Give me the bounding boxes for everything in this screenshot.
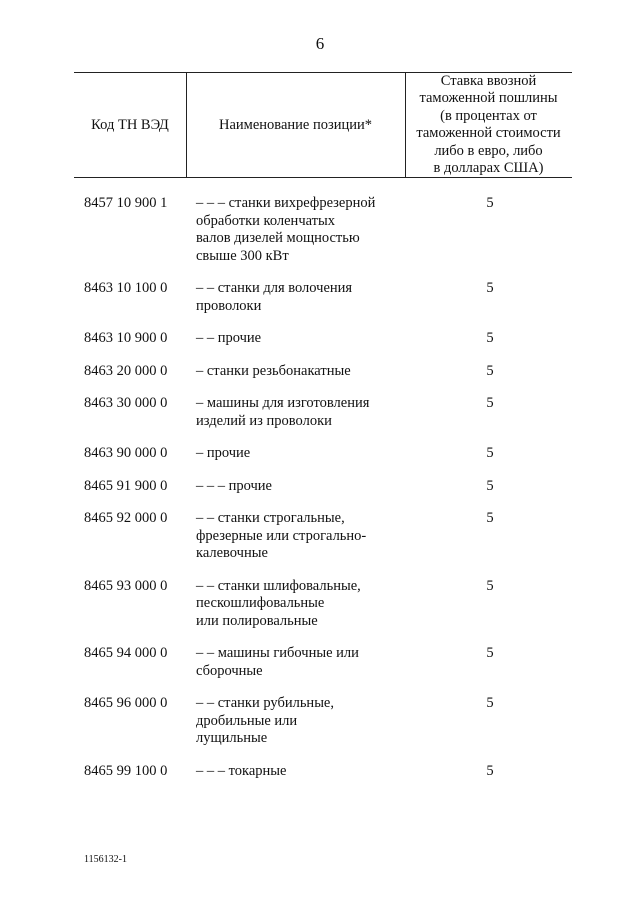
- row-rate: 5: [486, 330, 494, 346]
- row-code: 8463 10 100 0: [84, 280, 168, 296]
- row-rate: 5: [486, 445, 494, 461]
- row-rate: 5: [486, 645, 494, 661]
- table-row: [84, 395, 572, 430]
- row-code: 8463 90 000 0: [84, 445, 168, 461]
- row-rate: 5: [486, 195, 494, 211]
- row-name: – – станки шлифовальные, пескошлифовальные или полировальные: [196, 577, 361, 629]
- row-code: 8463 20 000 0: [84, 362, 168, 379]
- row-name: – машины для изготовления изделий из проволоки: [196, 395, 370, 429]
- row-name: – – – токарные: [196, 762, 287, 779]
- row-name: – – – прочие: [196, 477, 272, 494]
- row-name: – – станки для волочения проволоки: [196, 280, 353, 314]
- row-code: 8465 92 000 0: [84, 510, 168, 526]
- row-rate: 5: [486, 577, 494, 594]
- table-row: [84, 330, 572, 348]
- row-name: – – прочие: [196, 330, 262, 346]
- table-row: [84, 645, 572, 680]
- row-rate: 5: [486, 362, 494, 379]
- row-rate: 5: [486, 477, 494, 494]
- row-rate: 5: [486, 395, 494, 411]
- row-code: 8463 10 900 0: [84, 330, 168, 346]
- row-code: 8465 96 000 0: [84, 695, 168, 711]
- header-rate: Ставка ввозной таможенной пошлины (в процентах от таможенной стоимости либо в евро, либо в долларах США): [416, 72, 561, 176]
- table-row: [84, 280, 572, 315]
- row-code: 8463 30 000 0: [84, 395, 168, 411]
- row-code: 8457 10 900 1: [84, 195, 168, 211]
- row-code: 8465 91 900 0: [84, 477, 168, 494]
- row-name: – прочие: [196, 445, 251, 461]
- row-code: 8465 94 000 0: [84, 645, 168, 661]
- table-header: [74, 72, 572, 178]
- row-rate: 5: [486, 510, 494, 526]
- row-rate: 5: [486, 280, 494, 296]
- row-name: – – станки рубильные, дробильные или лущильные: [196, 695, 334, 746]
- row-name: – – станки строгальные, фрезерные или строгально- калевочные: [196, 510, 367, 561]
- table-row: [84, 478, 572, 496]
- row-name: – станки резьбонакатные: [196, 362, 351, 379]
- table-row: [84, 363, 572, 381]
- row-code: 8465 93 000 0: [84, 577, 168, 594]
- document-id: 1156132-1: [84, 854, 127, 865]
- table-body: [84, 195, 572, 795]
- row-rate: 5: [486, 762, 494, 779]
- table-row: [84, 445, 572, 463]
- row-name: – – машины гибочные или сборочные: [196, 645, 359, 679]
- header-name: Наименование позиции*: [219, 116, 372, 133]
- table-row: [84, 578, 572, 631]
- table-row: [84, 510, 572, 563]
- table-row: [84, 195, 572, 265]
- row-rate: 5: [486, 695, 494, 711]
- page-number: 6: [315, 34, 325, 53]
- row-name: – – – станки вихрефрезерной обработки коленчатых валов дизелей мощностью свыше 300 кВт: [196, 195, 376, 264]
- row-code: 8465 99 100 0: [84, 762, 168, 779]
- header-code: Код ТН ВЭД: [91, 116, 169, 133]
- table-row: [84, 695, 572, 748]
- table-row: [84, 763, 572, 781]
